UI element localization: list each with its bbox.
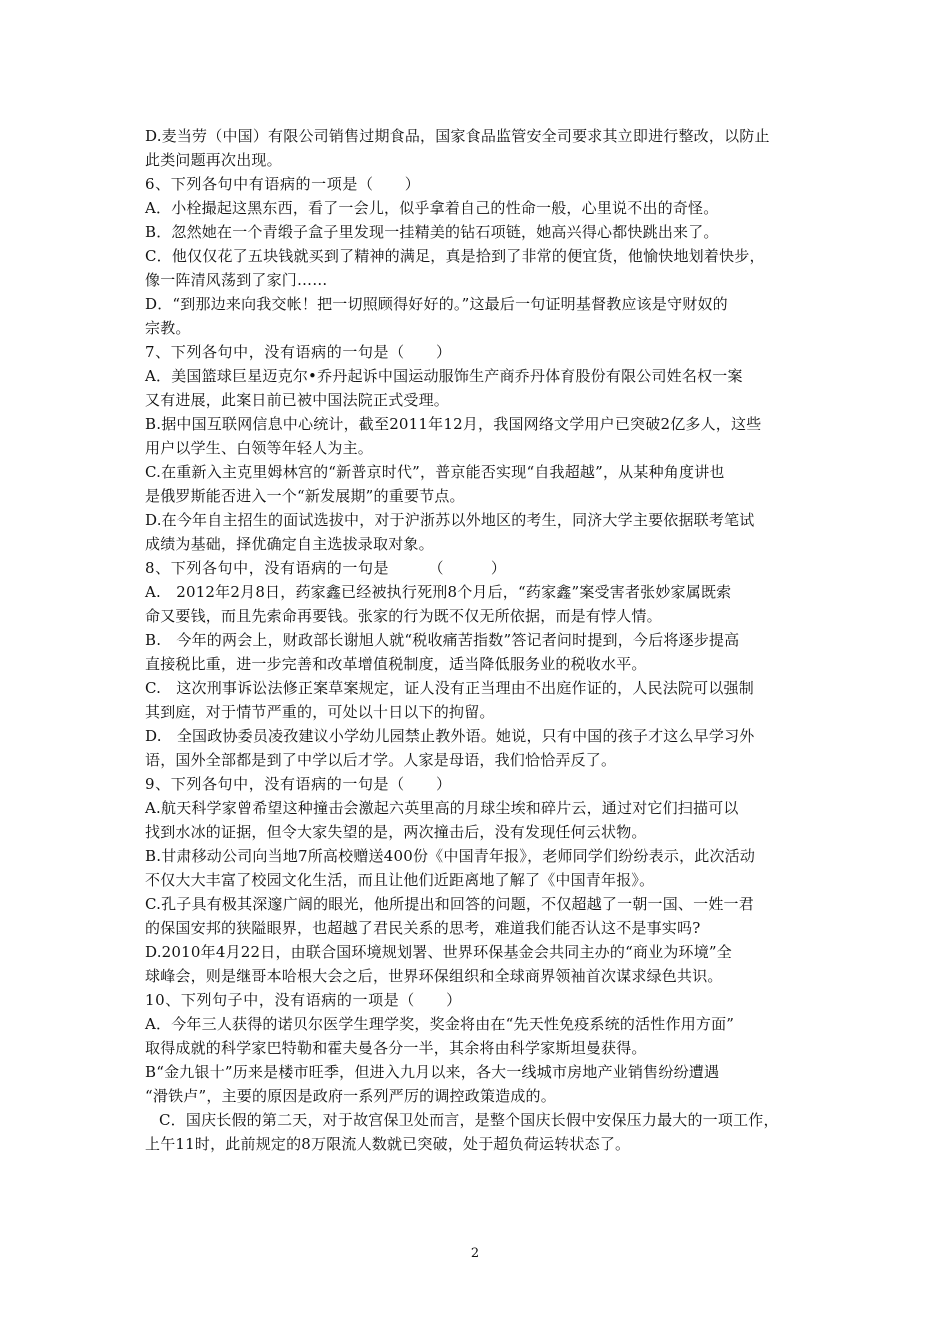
- document-body: [145, 124, 813, 1156]
- page-number: 2: [470, 1246, 480, 1261]
- option-d-line-1: D.麦当劳（中国）有限公司销售过期食品，国家食品监管安全司要求其立即进行整改，以防止: [145, 127, 770, 145]
- question-7-heading: 7、下列各句中，没有语病的一句是（ ）: [145, 343, 452, 361]
- question-9-option-d-line-1: D.2010年4月22日，由联合国环境规划署、世界环保基金会共同主办的“商业为环境”全: [145, 943, 733, 961]
- question-8-option-b-line-1: B. 今年的两会上，财政部长谢旭人就“税收痛苦指数”答记者问时提到，今后将逐步提高: [145, 631, 740, 649]
- question-8-option-b-line-2: 直接税比重，进一步完善和改革增值税制度，适当降低服务业的税收水平。: [145, 655, 647, 673]
- question-10-option-a-line-2: 取得成就的科学家巴特勒和霍夫曼各分一半，其余将由科学家斯坦曼获得。: [145, 1039, 647, 1057]
- question-6-option-c-line-2: 像一阵清风荡到了家门……: [145, 271, 328, 289]
- question-6-option-d-line-2: 宗教。: [145, 319, 191, 337]
- question-7-option-b-line-2: 用户以学生、白领等年轻人为主。: [145, 439, 374, 457]
- question-7-option-a-line-1: A．美国篮球巨星迈克尔•乔丹起诉中国运动服饰生产商乔丹体育股份有限公司姓名权一案: [145, 367, 743, 385]
- question-8-heading: 8、下列各句中，没有语病的一句是 （ ）: [145, 559, 507, 577]
- question-10-option-c-line-2: 上午11时，此前规定的8万限流人数就已突破，处于超负荷运转状态了。: [145, 1135, 631, 1153]
- question-9-option-b-line-2: 不仅大大丰富了校园文化生活，而且让他们近距离地了解了《中国青年报》。: [145, 871, 655, 889]
- question-9-option-c-line-2: 的保国安邦的狭隘眼界，也超越了君民关系的思考，难道我们能否认这不是事实吗?: [145, 919, 701, 937]
- question-8-option-c-line-1: C. 这次刑事诉讼法修正案草案规定，证人没有正当理由不出庭作证的，人民法院可以强制: [145, 679, 754, 697]
- question-8-option-d-line-1: D. 全国政协委员凌孜建议小学幼儿园禁止教外语。她说，只有中国的孩子才这么早学习外: [145, 727, 755, 745]
- question-9-option-c-line-1: C.孔子具有极其深邃广阔的眼光，他所提出和回答的问题，不仅超越了一朝一国、一姓一君: [145, 895, 754, 913]
- question-7-option-d-line-2: 成绩为基础，择优确定自主选拔录取对象。: [145, 535, 434, 553]
- option-d-line-2: 此类问题再次出现。: [145, 151, 282, 169]
- question-6-option-a: A．小栓撮起这黑东西，看了一会儿，似乎拿着自己的性命一般，心里说不出的奇怪。: [145, 199, 719, 217]
- question-8-option-a-line-2: 命又要钱，而且先索命再要钱。张家的行为既不仅无所依据，而是有悖人情。: [145, 607, 662, 625]
- question-7-option-a-line-2: 又有进展，此案日前已被中国法院正式受理。: [145, 391, 450, 409]
- question-7-option-d-line-1: D.在今年自主招生的面试选拔中，对于沪浙苏以外地区的考生，同济大学主要依据联考笔试: [145, 511, 755, 529]
- question-10-option-b-line-1: B“金九银十”历来是楼市旺季，但进入九月以来，各大一线城市房地产业销售纷纷遭遇: [145, 1063, 720, 1081]
- question-9-option-a-line-1: A.航天科学家曾希望这种撞击会激起六英里高的月球尘埃和碎片云，通过对它们扫描可以: [145, 799, 739, 817]
- question-6-heading: 6、下列各句中有语病的一项是（ ）: [145, 175, 421, 193]
- question-10-heading: 10、下列句子中，没有语病的一项是（ ）: [145, 991, 462, 1009]
- question-8-option-c-line-2: 其到庭，对于情节严重的，可处以十日以下的拘留。: [145, 703, 495, 721]
- question-10-option-c-line-1: C．国庆长假的第二天，对于故宫保卫处而言，是整个国庆长假中安保压力最大的一项工作，: [159, 1111, 779, 1129]
- question-9-heading: 9、下列各句中，没有语病的一句是（ ）: [145, 775, 452, 793]
- question-9-option-d-line-2: 球峰会，则是继哥本哈根大会之后，世界环保组织和全球商界领袖首次谋求绿色共识。: [145, 967, 723, 985]
- question-10-option-b-line-2: “滑铁卢”，主要的原因是政府一系列严厉的调控政策造成的。: [145, 1087, 556, 1105]
- question-7-option-c-line-2: 是俄罗斯能否进入一个“新发展期”的重要节点。: [145, 487, 465, 505]
- question-6-option-b: B．忽然她在一个青缎子盒子里发现一挂精美的钻石项链，她高兴得心都快跳出来了。: [145, 223, 719, 241]
- question-6-option-d-line-1: D．“到那边来向我交帐！把一切照顾得好好的。”这最后一句证明基督教应该是守财奴的: [145, 295, 728, 313]
- question-7-option-b-line-1: B.据中国互联网信息中心统计，截至2011年12月，我国网络文学用户已突破2亿多人，这些: [145, 415, 762, 433]
- question-8-option-a-line-1: A. 2012年2月8日，药家鑫已经被执行死刑8个月后，“药家鑫”案受害者张妙家属既索: [145, 583, 732, 601]
- question-9-option-b-line-1: B.甘肃移动公司向当地7所高校赠送400份《中国青年报》，老师同学们纷纷表示，此次活动: [145, 847, 756, 865]
- question-8-option-d-line-2: 语，国外全部都是到了中学以后才学。人家是母语，我们恰恰弄反了。: [145, 751, 617, 769]
- question-10-option-a-line-1: A．今年三人获得的诺贝尔医学生理学奖，奖金将由在“先天性免疫系统的活性作用方面”: [145, 1015, 735, 1033]
- question-6-option-c-line-1: C．他仅仅花了五块钱就买到了精神的满足，真是拾到了非常的便宜货，他愉快地划着快步，: [145, 247, 765, 265]
- question-9-option-a-line-2: 找到水冰的证据，但令大家失望的是，两次撞击后，没有发现任何云状物。: [145, 823, 647, 841]
- question-7-option-c-line-1: C.在重新入主克里姆林宫的“新普京时代”，普京能否实现“自我超越”，从某种角度讲也: [145, 463, 725, 481]
